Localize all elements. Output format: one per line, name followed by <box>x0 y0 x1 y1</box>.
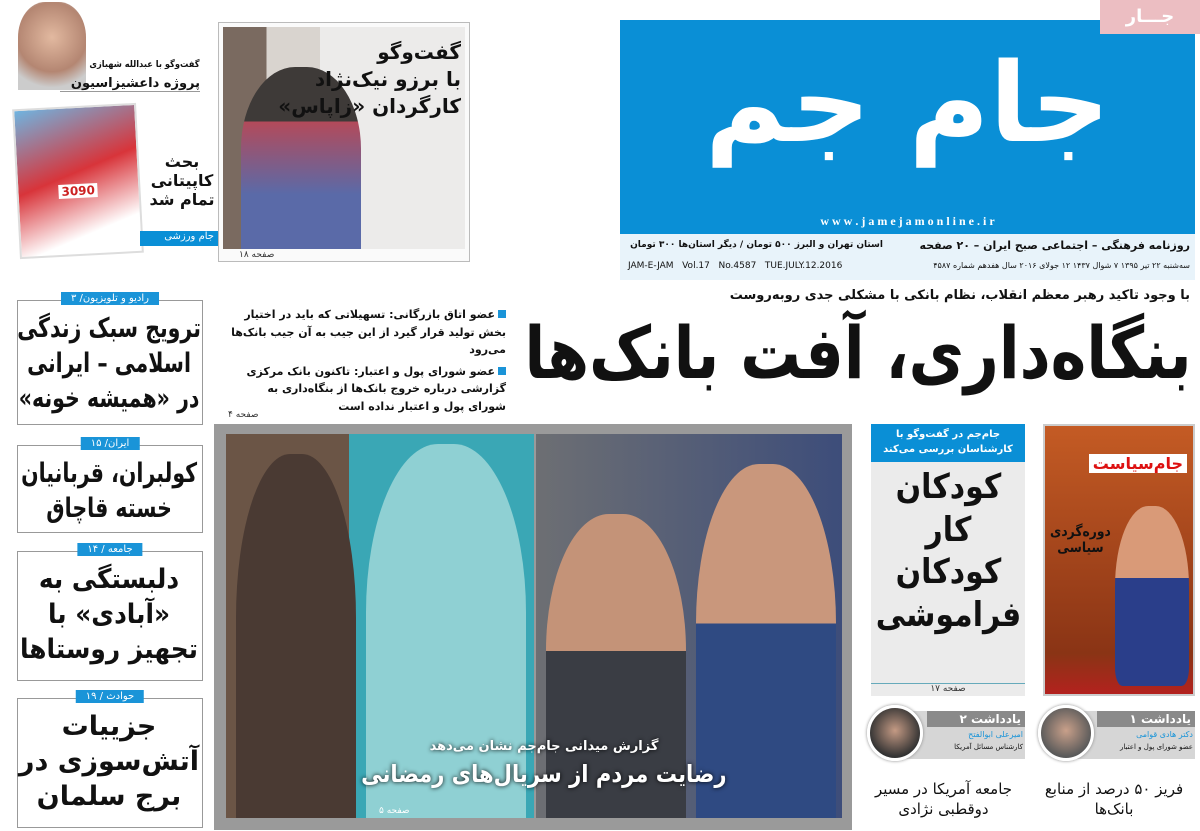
note-title: فریز ۵۰ درصد از منابع بانک‌ها <box>1044 780 1184 819</box>
lead-bullet: عضو اتاق بازرگانی: تسهیلاتی که باید در اختیار بخش تولید قرار گیرد از این جیب به آن جیب بانک‌ها می‌رود <box>231 308 506 357</box>
sports-headline: بحث کاپیتانی تمام شد <box>149 152 215 210</box>
page-ref: صفحه ۱۷ <box>871 683 1025 694</box>
interview-title-line: کارگردان «زاپاس» <box>278 94 461 118</box>
page-ref: صفحه ۵ <box>379 806 410 816</box>
note-label: یادداشت ۱ <box>1097 711 1195 727</box>
logo: جام جم <box>704 39 1111 167</box>
kids-story[interactable] <box>871 424 1025 696</box>
tagline: روزنامه فرهنگی – اجتماعی صبح ایران – ۲۰ صفحه <box>919 239 1190 252</box>
page-ref: صفحه ۱۸ <box>239 250 275 260</box>
actress-figure <box>236 454 356 818</box>
note-title: جامعه آمریکا در مسیر دوقطبی نژادی <box>874 780 1013 819</box>
section-label: جامعه / ۱۴ <box>77 543 142 556</box>
masthead <box>620 20 1195 234</box>
left-story-3[interactable] <box>17 544 203 681</box>
interview-box[interactable] <box>218 22 470 262</box>
politics-magazine-cover[interactable] <box>1043 424 1195 696</box>
kids-header: جام‌جم در گفت‌وگو با کارشناسان بررسی می‌کند <box>871 424 1025 462</box>
info-strip <box>620 234 1195 280</box>
interview-title-line: با برزو نیک‌نژاد <box>314 67 461 91</box>
story-headline: جزییات آتش‌سوزی در برج سلمان <box>18 711 200 813</box>
bullet-icon <box>498 367 506 375</box>
photo-story[interactable] <box>214 424 852 830</box>
left-story-4[interactable] <box>17 691 203 828</box>
magazine-logo: جام‌سیاست <box>1089 454 1187 473</box>
jersey-number: 3090 <box>58 183 98 199</box>
section-label: حوادث / ۱۹ <box>76 690 144 703</box>
note-role: عضو شورای پول و اعتبار <box>1120 743 1193 751</box>
sports-section-label: جام ورزشی <box>140 231 218 246</box>
lead-bullet: عضو شورای پول و اعتبار: تاکنون بانک مرکزی گزارشی درباره خروج بانک‌ها از بنگاه‌داری به شورای پول و اعتبار نداده است <box>246 364 506 413</box>
interview-title: پروژه داعشیزاسیون <box>60 76 200 92</box>
note-author: دکتر هادی قوامی <box>1136 730 1193 739</box>
author-avatar <box>867 705 923 761</box>
note-2[interactable] <box>862 705 1025 830</box>
note-1[interactable] <box>1033 705 1195 830</box>
watermark: جـــار <box>1100 0 1200 34</box>
interview-kicker: گفت‌وگو با عبدالله شهبازی <box>89 60 200 70</box>
caricature <box>1115 506 1189 686</box>
price: استان تهران و البرز ۵۰۰ تومان / دیگر استان‌ها ۳۰۰ تومان <box>630 240 883 250</box>
story-headline: ترویج سبک زندگی اسلامی – ایرانی در «همیشه خونه» <box>17 313 201 415</box>
bullet-icon <box>498 310 506 318</box>
left-story-2[interactable] <box>17 438 203 533</box>
interview-title-line: گفت‌وگو <box>377 40 461 64</box>
website-url[interactable]: w w w . j a m e j a m o n l i n e . i r <box>820 214 995 228</box>
date-fa: سه‌شنبه ۲۲ تیر ۱۳۹۵ ۷ شوال ۱۴۳۷ ۱۲ جولای ۲۰۱۶ سال هفدهم شماره ۴۵۸۷ <box>933 261 1190 270</box>
magazine-headline: دوره‌گردی سیاسی <box>1049 524 1111 556</box>
lead-headline[interactable]: بنگاه‌داری، آفت بانک‌ها <box>524 311 1192 395</box>
sports-magazine-cover[interactable] <box>12 103 144 259</box>
kids-headline: کودکان کار کودکان فراموشی <box>875 467 1021 635</box>
photo-story-headline: رضایت مردم از سریال‌های رمضانی <box>361 760 727 788</box>
photo-story-kicker: گزارش میدانی جام‌جم نشان می‌دهد <box>429 739 659 754</box>
edition-en: JAM-E-JAM Vol.17 No.4587 TUE.JULY.12.2016 <box>628 261 843 271</box>
note-label: یادداشت ۲ <box>927 711 1025 727</box>
lead-kicker: با وجود تاکید رهبر معظم انقلاب، نظام بانکی با مشکلی جدی روبه‌روست <box>729 288 1190 303</box>
note-author: امیرعلی ابوالفتح <box>968 730 1023 739</box>
note-role: کارشناس مسائل آمریکا <box>954 743 1023 751</box>
section-label: ایران/ ۱۵ <box>81 437 140 450</box>
author-avatar <box>1038 705 1094 761</box>
story-headline: کولبران، قربانیان خسته قاچاق <box>20 458 198 525</box>
section-label: رادیو و تلویزیون/ ۳ <box>61 292 159 305</box>
story-headline: دلبستگی به «آبادی» با تجهیز روستاها <box>19 564 199 666</box>
page-ref: صفحه ۴ <box>228 410 259 420</box>
left-story-1[interactable] <box>17 293 203 425</box>
